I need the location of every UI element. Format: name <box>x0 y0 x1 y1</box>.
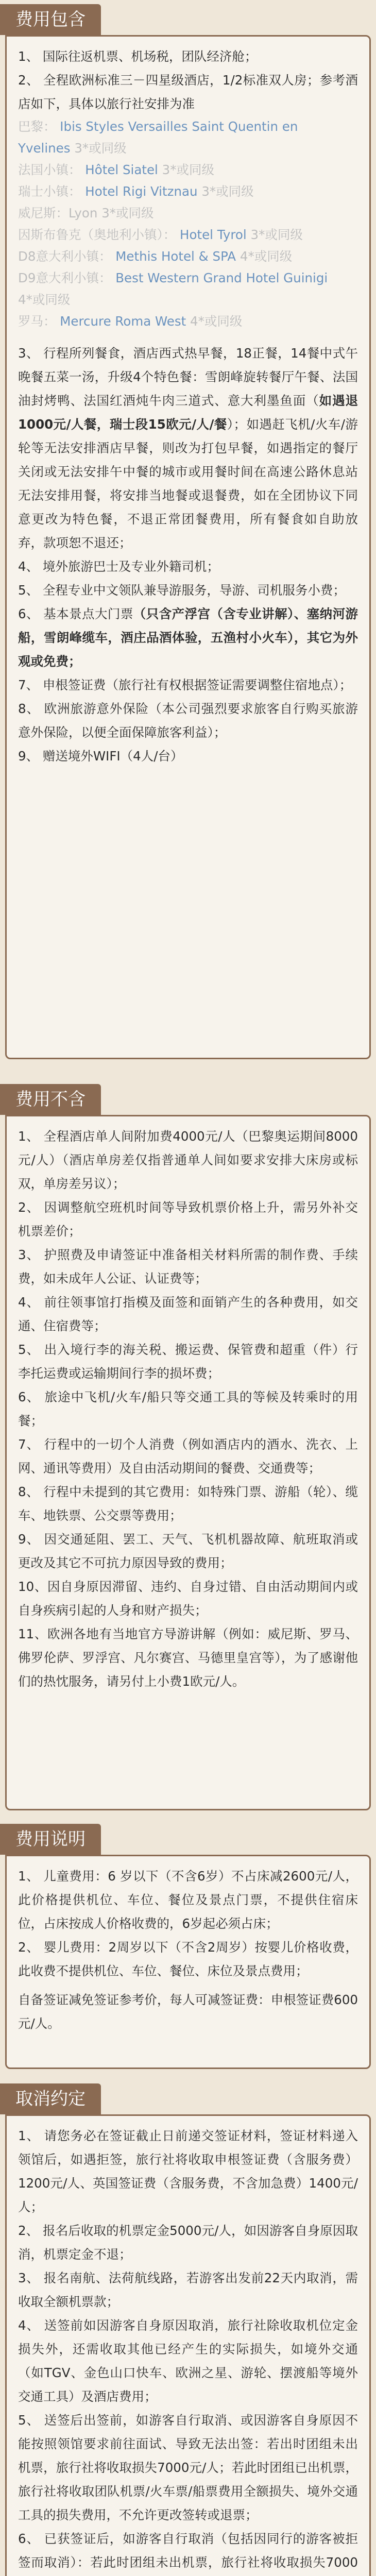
hotel-italy-d9-note: 4*或同级 <box>18 292 71 307</box>
cancel-item-6: 6、 已获签证后，如游客自行取消（包括因同行的游客被拒签而取消）：若此时团组未出机票，旅行社将收取损失7000 <box>18 2531 358 2570</box>
exclude-item-10: 10、因自身原因滞留、违约、自身过错、自由活动期间内或自身疾病引起的人身和财产损失； <box>18 1579 358 1618</box>
include-item-5: 5、 全程专业中文领队兼导游服务，导游、司机服务小费； <box>18 583 346 598</box>
cancel-item-3: 3、 报名南航、法荷航线路，若游客出发前22天内取消，需收取全额机票款； <box>18 2270 358 2309</box>
fee-excludes-section <box>0 1084 376 1810</box>
exclude-item-4: 4、 前往领事馆打指模及面签和面销产生的各种费用，如交通、住宿费等； <box>18 1295 358 1333</box>
note-item-2: 2、 婴儿费用：2周岁以下（不含2周岁）按婴儿价格收费，此收费不提供机位、车位、餐位、床位及景点费用； <box>18 1940 358 1978</box>
fee-includes-section <box>0 4 376 1059</box>
cancel-item-1: 1、 请您务必在签证截止日前递交签证材料，签证材料递入领馆后，如遇拒签，旅行社将收取申根签证费（含服务费）1200元/人、英国签证费（含服务费，不含加急费）1400元/人； <box>18 2128 358 2214</box>
exclude-item-9: 9、 因交通延阻、罢工、天气、飞机机器故障、航班取消或更改及其它不可抗力原因导致的费用； <box>18 1532 358 1570</box>
hotel-rome: 罗马： Mercure Roma West 4*或同级 <box>18 314 243 329</box>
exclude-item-1: 1、 全程酒店单人间附加费4000元/人（巴黎奥运期间8000元/人）（酒店单房差仅指普通单人间如要求安排大床房或标双，单房差另议）； <box>18 1129 358 1191</box>
exclude-item-7: 7、 行程中的一切个人消费（例如酒店内的酒水、洗衣、上网、通讯等费用）及自由活动期间的餐费、交通费等； <box>18 1437 358 1476</box>
cancellation-section <box>0 2083 376 2576</box>
fee-excludes-tab[interactable]: 费用不含 <box>0 1084 101 1115</box>
include-item-7: 7、 申根签证费（旅行社有权根据签证需要调整住宿地点）； <box>18 677 352 692</box>
hotel-italy-d8: D8意大利小镇： Methis Hotel & SPA 4*或同级 <box>18 249 293 264</box>
exclude-item-3: 3、 护照费及申请签证中准备相关材料所需的制作费、手续费，如未成年人公证、认证费等； <box>18 1247 358 1286</box>
include-item-4: 4、 境外旅游巴士及专业外籍司机； <box>18 559 219 574</box>
exclude-item-2: 2、 因调整航空班机时间等导致机票价格上升，需另外补交机票差价； <box>18 1200 358 1239</box>
fee-excludes-box <box>5 1115 371 1810</box>
exclude-item-6: 6、 旅途中飞机/火车/船只等交通工具的等候及转乘时的用餐； <box>18 1389 358 1428</box>
include-item-2: 2、 全程欧洲标准三－四星级酒店，1/2标准双人房；参考酒店如下，具体以旅行社安排为准 <box>18 73 358 111</box>
hotel-italy-d9: D9意大利小镇： Best Western Grand Hotel Guinigi <box>18 270 328 285</box>
cancel-item-4: 4、 送签前如因游客自身原因取消，旅行社除收取机位定金损失外，还需收取其他已经产生的实际损失，如境外交通（如TGV、金色山口快车、欧洲之星、游轮、摆渡船等境外交通工具）及酒店费用； <box>18 2318 358 2404</box>
exclude-item-5: 5、 出入境行李的海关税、搬运费、保管费和超重（件）行李托运费或运输期间行李的损坏费； <box>18 1342 358 1381</box>
hotel-innsbruck: 因斯布鲁克（奥地利小镇）： Hotel Tyrol 3*或同级 <box>18 227 303 242</box>
cancellation-tab[interactable]: 取消约定 <box>0 2083 101 2114</box>
include-item-8: 8、 欧洲旅游意外保险（本公司强烈要求旅客自行购买旅游意外保险，以便全面保障旅客利益）； <box>18 701 358 740</box>
hotel-paris: 巴黎： Ibis Styles Versailles Saint Quentin en <box>18 119 298 134</box>
include-item-6: 6、 基本景点大门票（只含产浮宫（含专业讲解）、塞纳河游船，雪朗峰缆车，酒庄品酒体验，五渔村小火车），其它为外观或免费； <box>18 606 358 669</box>
fee-includes-box <box>5 35 371 1059</box>
include-item-9: 9、 赠送境外WIFI（4人/台） <box>18 749 183 764</box>
hotel-paris-2: Yvelines 3*或同级 <box>18 141 127 156</box>
fee-notes-box <box>5 1855 371 2069</box>
include-item-3: 3、 行程所列餐食，酒店西式热早餐，18正餐，14餐中式午晚餐五菜一汤，升级4个特色餐：雪朗峰旋转餐厅午餐、法国油封烤鸭、法国红酒炖牛肉三道式、意大利墨鱼面（如遇退1000元/人餐，瑞士段15欧元/人/餐）；如遇赶飞机/火车/游轮等无法安排酒店早餐，则改为打包早餐，如遇指定的餐厅关闭或无法安排午中餐的城市或用餐时间在高速公路休息站无法安排用餐，将安排当地餐或退餐费，如在全团协议下同意更改为特色餐，不退正常团餐费用，所有餐食如自助放弃，款项恕不退还； <box>18 346 358 550</box>
fee-notes-section <box>0 1824 376 2069</box>
hotel-france-town: 法国小镇： Hôtel Siatel 3*或同级 <box>18 162 214 177</box>
hotel-swiss-town: 瑞士小镇： Hotel Rigi Vitznau 3*或同级 <box>18 184 254 199</box>
fee-notes-tab[interactable]: 费用说明 <box>0 1824 101 1855</box>
exclude-item-11: 11、欧洲各地有当地官方导游讲解（例如：威尼斯、罗马、佛罗伦萨、罗浮宫、凡尔赛宫、马德里皇宫等），为了感谢他们的热忱服务，请另付上小费1欧元/人。 <box>18 1626 358 1689</box>
note-item-1: 1、 儿童费用：6 岁以下（不含6岁）不占床减2600元/人，此价格提供机位、车位、餐位及景点门票，不提供住宿床位，占床按成人价格收费的，6岁起必须占床； <box>18 1869 358 1931</box>
include-item-1: 1、 国际往返机票、机场税，团队经济舱； <box>18 49 258 64</box>
hotel-venice: 威尼斯：Lyon 3*或同级 <box>18 206 154 221</box>
cancel-item-5: 5、 送签后出签前，如游客自行取消、或因游客自身原因不能按照领馆要求前往面试、导致无法出签：若出时团组未出机票，旅行社将收取损失7000元/人；若此时团组已出机票，旅行社将收取团队机票/火车票/船票费用全额损失、境外交通工具的损失费用，不允许更改签转或退票； <box>18 2413 358 2522</box>
note-item-3: 自备签证减免签证参考价，每人可减签证费：申根签证费600元/人。 <box>18 1992 358 2031</box>
cancellation-box <box>5 2114 371 2576</box>
cancel-item-2: 2、 报名后收取的机票定金5000元/人，如因游客自身原因取消，机票定金不退； <box>18 2223 358 2262</box>
fee-includes-tab[interactable]: 费用包含 <box>0 4 101 35</box>
exclude-item-8: 8、 行程中未提到的其它费用：如特殊门票、游船（轮）、缆车、地铁票、公交票等费用； <box>18 1484 358 1523</box>
